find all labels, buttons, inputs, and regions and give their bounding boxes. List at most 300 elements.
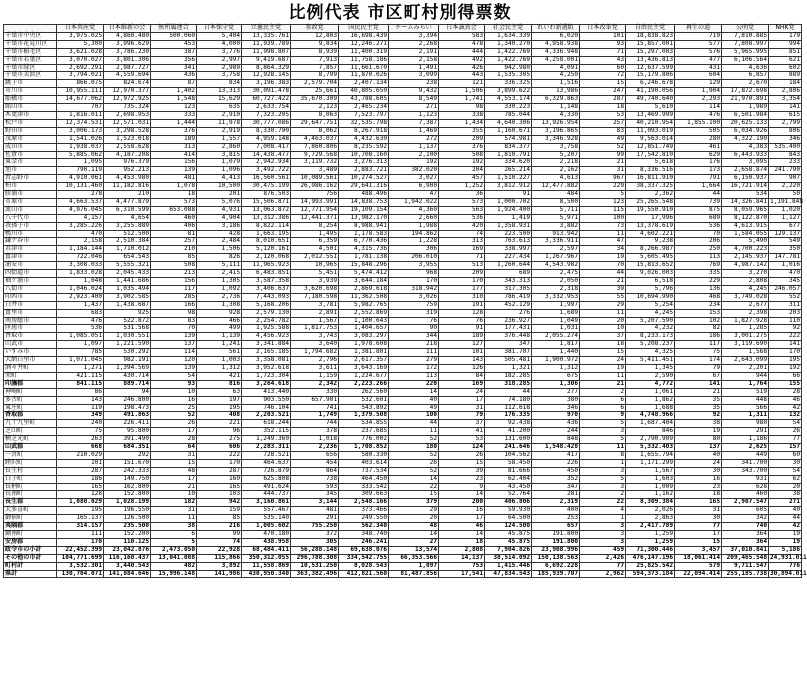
table-cell: 13,469.999 xyxy=(626,111,675,119)
table-cell: 403.614 xyxy=(339,459,389,467)
table-cell: 11 xyxy=(151,515,197,523)
table-cell: 4,559.694 xyxy=(104,72,151,80)
table-cell: 8,233.173 xyxy=(626,333,675,341)
table-cell: 30,475.199 xyxy=(242,183,291,191)
table-cell: 26 xyxy=(769,428,802,436)
table-cell: 3,276.313 xyxy=(339,159,389,167)
table-cell: 46 xyxy=(769,396,802,404)
table-cell: 27 xyxy=(389,538,439,546)
table-cell: 236.927 xyxy=(485,317,532,325)
table-cell: 2,989 xyxy=(197,64,242,72)
table-cell: 124 xyxy=(439,444,485,452)
table-cell: 1,741 xyxy=(439,96,485,104)
table-cell: 1,810.791 xyxy=(485,151,532,159)
table-cell: 10,531.250 xyxy=(291,562,339,570)
table-cell: 342 xyxy=(722,515,769,523)
table-cell: 139 xyxy=(151,167,197,175)
row-label: 香取市 xyxy=(4,333,57,341)
table-cell: 387 xyxy=(151,48,197,56)
table-cell: 5 xyxy=(580,420,626,428)
table-cell: 166 xyxy=(151,301,197,309)
row-label: 野田市 xyxy=(4,127,57,135)
table-cell: 296,788.308 xyxy=(291,554,339,562)
table-cell: 5,490 xyxy=(722,238,769,246)
table-cell: 91 xyxy=(439,325,485,333)
table-cell: 4,250 xyxy=(532,72,580,80)
table-cell: 1,249.360 xyxy=(242,436,291,444)
table-cell: 31 xyxy=(151,507,197,515)
table-cell: 1,305 xyxy=(197,278,242,286)
table-cell: 12,970.377 xyxy=(104,88,151,96)
table-cell: 1,567 xyxy=(626,467,675,475)
table-cell: 170 xyxy=(439,278,485,286)
table-row xyxy=(4,444,802,452)
table-cell: 5,120.161 xyxy=(242,246,291,254)
row-label: 流山市 xyxy=(4,206,57,214)
table-cell: 376 xyxy=(151,127,197,135)
table-cell: 173 xyxy=(675,167,722,175)
table-cell: 1,404.657 xyxy=(339,325,389,333)
table-cell: 1,085.051 xyxy=(57,333,104,341)
table-cell: 14,677.062 xyxy=(57,96,104,104)
table-cell: 1,159 xyxy=(291,372,339,380)
row-label: 匝瑳市 xyxy=(4,325,57,333)
table-cell: 3,332.953 xyxy=(532,293,580,301)
table-cell: 15 xyxy=(439,459,485,467)
table-cell: 3,955 xyxy=(389,262,439,270)
table-cell: 345 xyxy=(769,278,802,286)
table-cell: 114 xyxy=(675,104,722,112)
table-cell: 17 xyxy=(675,531,722,539)
table-cell: 1,096 xyxy=(197,167,242,175)
row-label: 茂原市 xyxy=(4,135,57,143)
table-cell: 11 xyxy=(580,444,626,452)
row-label: 芝山町 xyxy=(4,428,57,436)
table-cell: 464.450 xyxy=(339,475,389,483)
table-cell: 8,028.543 xyxy=(339,562,389,570)
table-cell: 5,186 xyxy=(769,546,802,554)
table-cell: 22 xyxy=(389,483,439,491)
table-cell: 1,568 xyxy=(722,349,769,357)
table-cell: 566 xyxy=(722,404,769,412)
table-cell: 728.521 xyxy=(242,451,291,459)
table-cell: 3,341.884 xyxy=(242,341,291,349)
table-cell: 1,358.931 xyxy=(485,222,532,230)
row-label: 県計 xyxy=(4,570,57,578)
table-cell: 2,625 xyxy=(722,444,769,452)
row-label: 政令市の小計 xyxy=(4,546,57,554)
table-cell: 3,801.306 xyxy=(104,56,151,64)
table-cell: 2,863 xyxy=(626,515,675,523)
table-cell: 11,758.186 xyxy=(339,56,389,64)
table-cell: 39 xyxy=(439,467,485,475)
table-cell: 341.700 xyxy=(722,459,769,467)
table-cell: 2,643.099 xyxy=(722,357,769,365)
table-cell: 3,743 xyxy=(291,333,339,341)
table-cell: 82 xyxy=(675,325,722,333)
table-row xyxy=(4,135,802,143)
row-label: 酒々井町 xyxy=(4,364,57,372)
table-cell: 291 xyxy=(291,515,339,523)
table-cell: 826 xyxy=(197,254,242,262)
table-cell: 15 xyxy=(151,459,197,467)
table-cell: 1,049 xyxy=(532,317,580,325)
table-cell: 10,965 xyxy=(291,262,339,270)
table-cell: 79 xyxy=(675,364,722,372)
table-cell: 249.550 xyxy=(339,515,389,523)
table-cell: 1,862 xyxy=(626,396,675,404)
table-cell: 843 xyxy=(769,151,802,159)
table-cell: 431 xyxy=(675,64,722,72)
table-cell: 4,245 xyxy=(626,309,675,317)
table-cell: 557.467 xyxy=(242,507,291,515)
table-cell: 5,207 xyxy=(532,151,580,159)
table-cell: 931 xyxy=(722,475,769,483)
table-cell: 876.503 xyxy=(242,191,291,199)
table-cell: 8,799 xyxy=(291,72,339,80)
table-cell: 744 xyxy=(291,420,339,428)
table-cell: 1,438.687 xyxy=(104,301,151,309)
table-cell: 889 xyxy=(769,72,802,80)
table-cell: 229 xyxy=(580,183,626,191)
table-row xyxy=(4,48,802,56)
table-cell: 1,988 xyxy=(389,222,439,230)
table-cell: 5,610 xyxy=(626,104,675,112)
column-header: 公明党 xyxy=(722,25,769,33)
table-cell: 7,810.885 xyxy=(722,32,769,40)
table-cell: 330 xyxy=(291,388,339,396)
table-cell: 1,989 xyxy=(722,104,769,112)
table-cell: 408 xyxy=(197,412,242,420)
table-cell: 45.875 xyxy=(485,538,532,546)
table-cell: 37 xyxy=(580,333,626,341)
table-cell: 3,440.543 xyxy=(104,562,151,570)
table-cell: 21,970.891 xyxy=(722,96,769,104)
table-cell: 111 xyxy=(57,531,104,539)
table-cell: 220 xyxy=(389,380,439,388)
table-cell: 428 xyxy=(197,230,242,238)
table-cell: 16,721.914 xyxy=(722,183,769,191)
table-cell: 5,300 xyxy=(57,40,104,48)
table-cell: 381.707 xyxy=(485,349,532,357)
row-label: 浦安市 xyxy=(4,262,57,270)
table-cell: 1,097 xyxy=(389,562,439,570)
row-label: 千葉市中央区 xyxy=(4,32,57,40)
table-cell: 117 xyxy=(675,341,722,349)
table-cell: 875 xyxy=(675,206,722,214)
table-cell: 3,144 xyxy=(291,499,339,507)
table-cell: 201 xyxy=(197,191,242,199)
table-cell: 683 xyxy=(57,309,104,317)
table-cell: 17 xyxy=(439,396,485,404)
table-cell: 92 xyxy=(769,325,802,333)
table-cell: 769 xyxy=(675,262,722,270)
table-cell: 21 xyxy=(580,278,626,286)
table-cell: 4,325 xyxy=(626,349,675,357)
table-cell: 25,265.548 xyxy=(626,198,675,206)
table-cell: 4,904 xyxy=(197,214,242,222)
row-label: 鎌ケ谷市 xyxy=(4,238,57,246)
table-cell: 2,808 xyxy=(439,546,485,554)
table-cell: 191.800 xyxy=(532,531,580,539)
table-cell: 43 xyxy=(580,56,626,64)
table-cell: 9 xyxy=(580,412,626,420)
table-cell: 17 xyxy=(151,428,197,436)
table-cell: 6,857 xyxy=(722,72,769,80)
table-cell: 246.241 xyxy=(339,538,389,546)
table-cell: 3,308.033 xyxy=(57,262,104,270)
table-cell: 2 xyxy=(580,388,626,396)
table-cell: 28 xyxy=(151,436,197,444)
row-label: 佐倉市 xyxy=(4,151,57,159)
table-cell: 3,786.230 xyxy=(104,48,151,56)
table-cell: 100 xyxy=(389,412,439,420)
table-cell: 22,452.399 xyxy=(57,546,104,554)
table-cell: 928 xyxy=(197,309,242,317)
table-cell: 84 xyxy=(439,372,485,380)
row-label: その他の市計 xyxy=(4,554,57,562)
table-cell: 1,855.100 xyxy=(675,119,722,127)
table-cell: 3,026 xyxy=(389,293,439,301)
table-cell: 3,196.383 xyxy=(242,80,291,88)
table-row xyxy=(4,562,802,570)
table-cell: 141 xyxy=(769,341,802,349)
row-label: 千葉市稲毛区 xyxy=(4,48,57,56)
table-cell: 17,996 xyxy=(626,214,675,222)
row-label: 八千代市 xyxy=(4,214,57,222)
table-cell: 123 xyxy=(580,198,626,206)
table-cell: 3,758 xyxy=(532,143,580,151)
table-cell: 95.800 xyxy=(104,428,151,436)
table-cell: 36 xyxy=(439,191,485,199)
table-cell: 1,764 xyxy=(722,380,769,388)
table-cell: 1,311 xyxy=(722,412,769,420)
table-cell: 1,312 xyxy=(532,364,580,372)
table-cell: 47,834.543 xyxy=(485,570,532,578)
table-cell: 4,958.938 xyxy=(532,40,580,48)
table-cell: 218 xyxy=(389,341,439,349)
table-cell: 11,362.508 xyxy=(339,293,389,301)
table-cell: 1,437 xyxy=(57,301,104,309)
table-cell: 98 xyxy=(439,104,485,112)
table-cell: 221 xyxy=(197,420,242,428)
table-cell: 2,203.521 xyxy=(242,412,291,420)
table-cell: 8 xyxy=(580,451,626,459)
table-cell: 306 xyxy=(389,246,439,254)
table-cell: 137 xyxy=(675,444,722,452)
table-cell: 470 xyxy=(769,270,802,278)
table-cell: 5,332.403 xyxy=(626,444,675,452)
table-cell: 508 xyxy=(439,151,485,159)
table-cell: 11 xyxy=(580,309,626,317)
row-label: 市川市 xyxy=(4,88,57,96)
table-cell: 313 xyxy=(439,238,485,246)
table-cell: 1,020 xyxy=(769,206,802,214)
table-cell: 534 xyxy=(722,191,769,199)
table-cell: 2,475 xyxy=(532,270,580,278)
table-cell: 2,552.869 xyxy=(339,309,389,317)
table-cell: 2,658.874 xyxy=(722,167,769,175)
table-cell: 11 xyxy=(580,372,626,380)
table-cell: 141 xyxy=(675,380,722,388)
table-cell: 791 xyxy=(675,175,722,183)
table-cell: 13,313 xyxy=(197,88,242,96)
table-cell: 39 xyxy=(580,285,626,293)
table-cell: 436 xyxy=(532,420,580,428)
table-cell: 2,910 xyxy=(197,111,242,119)
column-header: 社会民主党 xyxy=(485,25,532,33)
table-cell: 2,426 xyxy=(580,554,626,562)
table-cell: 67 xyxy=(675,372,722,380)
table-cell: 198.473 xyxy=(104,404,151,412)
table-cell: 143 xyxy=(57,396,104,404)
table-cell: 488.496 xyxy=(339,191,389,199)
table-cell: 309.663 xyxy=(339,491,389,499)
row-label: 御宿町 xyxy=(4,515,57,523)
table-cell: 391.490 xyxy=(104,436,151,444)
table-cell: 3,815 xyxy=(197,151,242,159)
row-label: 市原市 xyxy=(4,198,57,206)
table-cell: 10,131.460 xyxy=(57,183,104,191)
table-cell: 1,340.270 xyxy=(485,40,532,48)
table-cell: 247 xyxy=(580,88,626,96)
row-label: 富津市 xyxy=(4,254,57,262)
table-cell: 177 xyxy=(439,285,485,293)
table-cell: 549 xyxy=(769,238,802,246)
table-cell: 2,660 xyxy=(389,214,439,222)
table-cell: 426 xyxy=(439,64,485,72)
table-cell: 406 xyxy=(151,222,197,230)
table-cell: 19 xyxy=(580,364,626,372)
table-cell: 257 xyxy=(580,119,626,127)
table-cell: 352 xyxy=(532,475,580,483)
table-cell: 4,477.879 xyxy=(104,198,151,206)
table-cell: 668 xyxy=(57,444,104,452)
table-cell: 334.620 xyxy=(485,159,532,167)
table-cell: 19 xyxy=(769,538,802,546)
table-cell: 4,700.223 xyxy=(722,246,769,254)
table-cell: 5 xyxy=(580,436,626,444)
table-cell: 4 xyxy=(580,507,626,515)
table-cell: 40 xyxy=(675,451,722,459)
table-cell: 3,975.025 xyxy=(57,32,104,40)
table-cell: 85 xyxy=(197,515,242,523)
table-cell: 15,813.652 xyxy=(626,262,675,270)
row-label: いすみ市 xyxy=(4,349,57,357)
table-cell: 15,996.148 xyxy=(151,570,197,578)
table-cell: 4,772 xyxy=(626,380,675,388)
table-cell: 8,549 xyxy=(389,96,439,104)
table-cell: 12,477.882 xyxy=(532,183,580,191)
table-cell: 1,035.494 xyxy=(104,285,151,293)
table-cell: 846 xyxy=(626,428,675,436)
table-cell: 28 xyxy=(769,388,802,396)
table-cell: 226.411 xyxy=(104,420,151,428)
table-cell: 3,119.690 xyxy=(722,341,769,349)
table-cell: 8,266.987 xyxy=(626,246,675,254)
table-cell: 40 xyxy=(769,507,802,515)
table-cell: 124.500 xyxy=(485,523,532,531)
table-cell: 30,777.086 xyxy=(242,119,291,127)
table-cell: 726.879 xyxy=(242,467,291,475)
table-cell: 11,998.807 xyxy=(242,48,291,56)
table-cell: 615 xyxy=(769,111,802,119)
table-cell: 6,020 xyxy=(532,32,580,40)
table-cell: 253 xyxy=(532,515,580,523)
table-cell: 573 xyxy=(439,198,485,206)
table-cell: 344 xyxy=(389,333,439,341)
row-label: 睦沢町 xyxy=(4,459,57,467)
table-cell: 1,997 xyxy=(532,301,580,309)
table-cell: 3,406.637 xyxy=(242,285,291,293)
table-cell: 952.213 xyxy=(104,167,151,175)
table-cell: 25,825.542 xyxy=(626,562,675,570)
table-cell: 15,857.001 xyxy=(626,40,675,48)
column-header: 参政党 xyxy=(291,25,339,33)
table-cell: 93 xyxy=(580,40,626,48)
table-cell: 3,902.585 xyxy=(104,293,151,301)
table-cell: 60 xyxy=(769,451,802,459)
row-label: 一宮町 xyxy=(4,451,57,459)
table-cell: 508 xyxy=(151,262,197,270)
table-cell: 2,218 xyxy=(532,159,580,167)
table-cell: 625.808 xyxy=(242,475,291,483)
table-cell: 29,647.751 xyxy=(291,119,339,127)
table-cell: 126.500 xyxy=(104,515,151,523)
table-cell: 356 xyxy=(151,56,197,64)
table-cell: 3,749.028 xyxy=(722,293,769,301)
table-cell: 192 xyxy=(439,159,485,167)
table-cell: 1,228 xyxy=(389,238,439,246)
table-cell: 3,358.081 xyxy=(242,357,291,365)
table-cell: 1,252 xyxy=(439,183,485,191)
table-cell: 18 xyxy=(580,341,626,349)
table-cell: 1,308 xyxy=(197,301,242,309)
table-cell: 816 xyxy=(197,380,242,388)
table-cell: 1,259 xyxy=(626,531,675,539)
table-cell: 14 xyxy=(439,531,485,539)
table-cell: 209,465.548 xyxy=(722,554,769,562)
table-cell: 653.088 xyxy=(151,206,197,214)
column-header: 日本改革党 xyxy=(580,25,626,33)
table-cell: 128 xyxy=(439,309,485,317)
table-cell: 477 xyxy=(675,56,722,64)
table-cell: 38 xyxy=(675,420,722,428)
table-cell: 2,790.909 xyxy=(626,436,675,444)
table-cell: 3,186 xyxy=(197,222,242,230)
table-cell: 1,123 xyxy=(389,111,439,119)
table-cell: 2,417.789 xyxy=(626,523,675,531)
table-cell: 1,379.508 xyxy=(339,412,389,420)
table-cell: 196.550 xyxy=(104,507,151,515)
table-cell: 1,687.404 xyxy=(626,420,675,428)
table-cell: 76 xyxy=(439,317,485,325)
table-cell: 2,997 xyxy=(197,56,242,64)
table-cell: 436 xyxy=(151,72,197,80)
table-cell: 54 xyxy=(769,420,802,428)
table-cell: 848 xyxy=(532,436,580,444)
table-cell: 13,436.813 xyxy=(626,56,675,64)
table-cell: 2,923.400 xyxy=(57,293,104,301)
table-cell: 176.335 xyxy=(485,412,532,420)
table-cell: 1,092 xyxy=(197,285,242,293)
table-cell: 71,300.446 xyxy=(626,546,675,554)
table-cell: 41 xyxy=(439,428,485,436)
table-cell: 128 xyxy=(57,491,104,499)
table-cell: 156 xyxy=(151,159,197,167)
table-cell: 4,322.190 xyxy=(722,135,769,143)
table-cell: 7,857 xyxy=(291,64,339,72)
